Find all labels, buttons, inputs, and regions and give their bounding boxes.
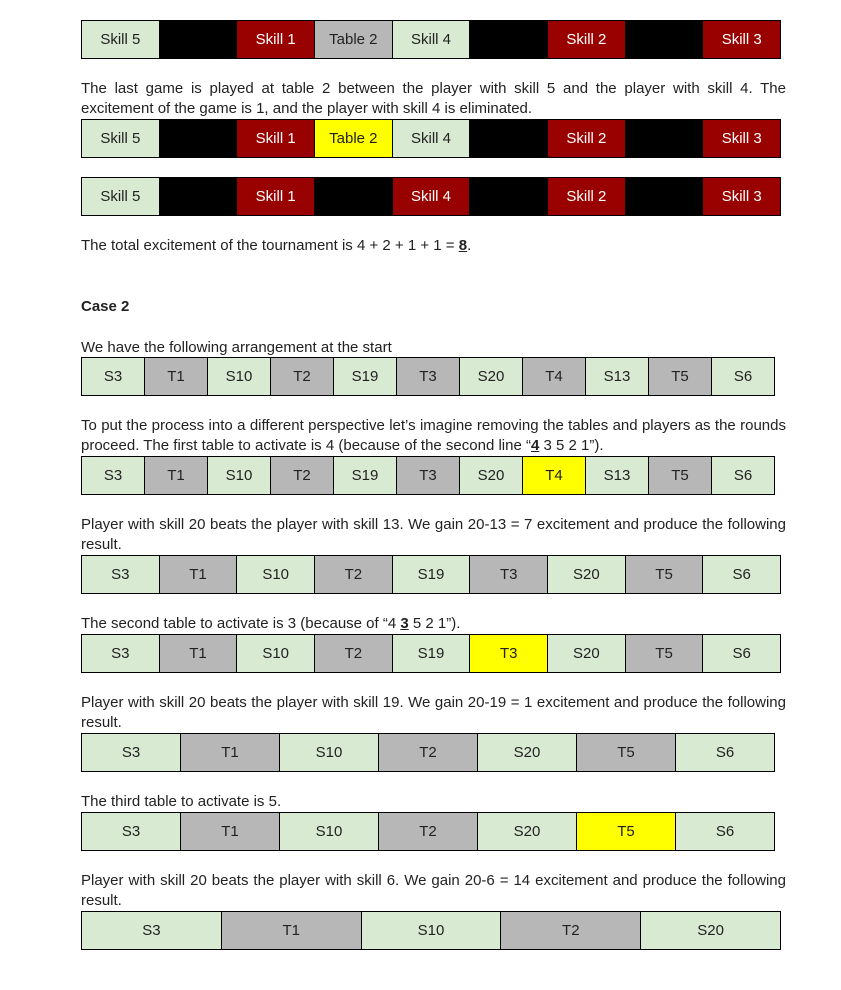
table-cell: T3 — [470, 556, 548, 593]
paragraph-perspective — [81, 416, 786, 456]
table-cell: T1 — [222, 912, 362, 949]
player-cell: S3 — [82, 734, 181, 771]
arrangement-strip-2 — [81, 119, 781, 158]
player-cell: S20 — [641, 912, 780, 949]
empty-slot — [626, 21, 704, 58]
second-table-end: 5 2 1”). — [408, 615, 461, 632]
case-2-heading: Case 2 — [81, 298, 130, 315]
paragraph-third-table: The third table to activate is 5. — [81, 793, 282, 810]
player-cell: S19 — [393, 635, 471, 672]
eliminated-player-cell: Skill 4 — [393, 178, 471, 215]
player-cell: S10 — [208, 358, 271, 395]
table-cell: T5 — [626, 556, 704, 593]
paragraph-second-table — [81, 614, 786, 634]
player-cell: S10 — [280, 734, 379, 771]
eliminated-player-cell: Skill 3 — [703, 178, 780, 215]
arrangement-strip-9 — [81, 812, 775, 851]
player-cell: S19 — [334, 358, 397, 395]
player-cell: S20 — [548, 556, 626, 593]
empty-slot — [470, 120, 548, 157]
table-cell: T5 — [577, 734, 676, 771]
table-cell: T2 — [379, 734, 478, 771]
player-cell: S19 — [334, 457, 397, 494]
table-cell: T3 — [397, 457, 460, 494]
table-cell: Table 2 — [315, 21, 393, 58]
empty-slot — [160, 21, 238, 58]
table-cell: T5 — [649, 457, 712, 494]
paragraph-beats-6: Player with skill 20 beats the player with skill 6. We gain 20-6 = 14 excitement and produce the following result. — [81, 872, 786, 909]
perspective-bold: 4 — [530, 437, 540, 454]
player-cell: S6 — [703, 556, 780, 593]
player-cell: S19 — [393, 556, 471, 593]
table-cell: T5 — [649, 358, 712, 395]
perspective-end: 3 5 2 1”). — [539, 437, 604, 454]
player-cell: S10 — [237, 635, 315, 672]
player-cell: S20 — [548, 635, 626, 672]
table-cell: T2 — [315, 635, 393, 672]
table-cell: T1 — [181, 734, 280, 771]
table-cell: T1 — [160, 635, 238, 672]
player-cell: S20 — [460, 358, 523, 395]
table-cell: T5 — [626, 635, 704, 672]
total-text: The total excitement of the tournament is 4 + 2 + 1 + 1 = — [81, 237, 459, 254]
empty-slot — [160, 178, 238, 215]
eliminated-player-cell: Skill 3 — [703, 21, 780, 58]
eliminated-player-cell: Skill 1 — [237, 21, 315, 58]
table-cell: T3 — [397, 358, 460, 395]
empty-slot — [626, 120, 704, 157]
table-cell: T1 — [160, 556, 238, 593]
empty-slot — [626, 178, 704, 215]
arrangement-strip-1 — [81, 20, 781, 59]
second-table-text: The second table to activate is 3 (because of “4 — [81, 615, 401, 632]
arrangement-strip-10 — [81, 911, 781, 950]
table-cell: T1 — [145, 457, 208, 494]
player-cell: S13 — [586, 457, 649, 494]
paragraph-start-arrangement: We have the following arrangement at the start — [81, 339, 392, 356]
player-cell: S10 — [208, 457, 271, 494]
empty-slot — [470, 178, 548, 215]
player-cell: S3 — [82, 556, 160, 593]
player-cell: S10 — [280, 813, 379, 850]
active-table-cell: T5 — [577, 813, 676, 850]
arrangement-strip-5 — [81, 456, 775, 495]
player-cell: S3 — [82, 635, 160, 672]
player-cell: S3 — [82, 912, 222, 949]
paragraph-total-excitement — [81, 236, 786, 256]
table-cell: T1 — [181, 813, 280, 850]
player-cell: S20 — [460, 457, 523, 494]
eliminated-player-cell: Skill 2 — [548, 178, 626, 215]
player-cell: Skill 5 — [82, 21, 160, 58]
empty-slot — [315, 178, 393, 215]
table-cell: T2 — [315, 556, 393, 593]
table-cell: T2 — [271, 358, 334, 395]
eliminated-player-cell: Skill 2 — [548, 21, 626, 58]
total-end: . — [467, 237, 472, 254]
eliminated-player-cell: Skill 3 — [703, 120, 780, 157]
paragraph-last-game: The last game is played at table 2 between the player with skill 5 and the player with skill 4. The excitement of the game is 1, and the player with skill 4 is eliminated. — [81, 80, 786, 117]
player-cell: S6 — [703, 635, 780, 672]
perspective-text: To put the process into a different perspective let’s imagine removing the tables and players as the rounds proceed. The first table to activate is 4 (because of the second line “ — [81, 417, 786, 454]
player-cell: S6 — [712, 457, 774, 494]
arrangement-strip-8 — [81, 733, 775, 772]
empty-slot — [470, 21, 548, 58]
player-cell: S6 — [676, 813, 774, 850]
arrangement-strip-6 — [81, 555, 781, 594]
active-table-cell: T4 — [523, 457, 586, 494]
arrangement-strip-4 — [81, 357, 775, 396]
arrangement-strip-7 — [81, 634, 781, 673]
player-cell: S3 — [82, 457, 145, 494]
eliminated-player-cell: Skill 1 — [237, 120, 315, 157]
player-cell: S20 — [478, 813, 577, 850]
table-cell: T2 — [271, 457, 334, 494]
table-cell: T2 — [379, 813, 478, 850]
table-cell: T1 — [145, 358, 208, 395]
table-cell: T2 — [501, 912, 641, 949]
player-cell: S3 — [82, 813, 181, 850]
active-table-cell: Table 2 — [315, 120, 393, 157]
arrangement-strip-3 — [81, 177, 781, 216]
player-cell: S3 — [82, 358, 145, 395]
player-cell: Skill 4 — [393, 120, 471, 157]
player-cell: Skill 5 — [82, 120, 160, 157]
player-cell: S6 — [712, 358, 774, 395]
player-cell: S20 — [478, 734, 577, 771]
eliminated-player-cell: Skill 1 — [237, 178, 315, 215]
player-cell: S6 — [676, 734, 774, 771]
empty-slot — [160, 120, 238, 157]
player-cell: S10 — [362, 912, 502, 949]
second-table-bold: 3 — [400, 615, 409, 632]
paragraph-beats-19: Player with skill 20 beats the player with skill 19. We gain 20-19 = 1 excitement and produce the following result. — [81, 694, 786, 731]
player-cell: S13 — [586, 358, 649, 395]
table-cell: T4 — [523, 358, 586, 395]
player-cell: Skill 5 — [82, 178, 160, 215]
total-value: 8 — [458, 237, 468, 254]
eliminated-player-cell: Skill 2 — [548, 120, 626, 157]
paragraph-beats-13: Player with skill 20 beats the player with skill 13. We gain 20-13 = 7 excitement and produce the following result. — [81, 516, 786, 553]
player-cell: Skill 4 — [393, 21, 471, 58]
player-cell: S10 — [237, 556, 315, 593]
active-table-cell: T3 — [470, 635, 548, 672]
